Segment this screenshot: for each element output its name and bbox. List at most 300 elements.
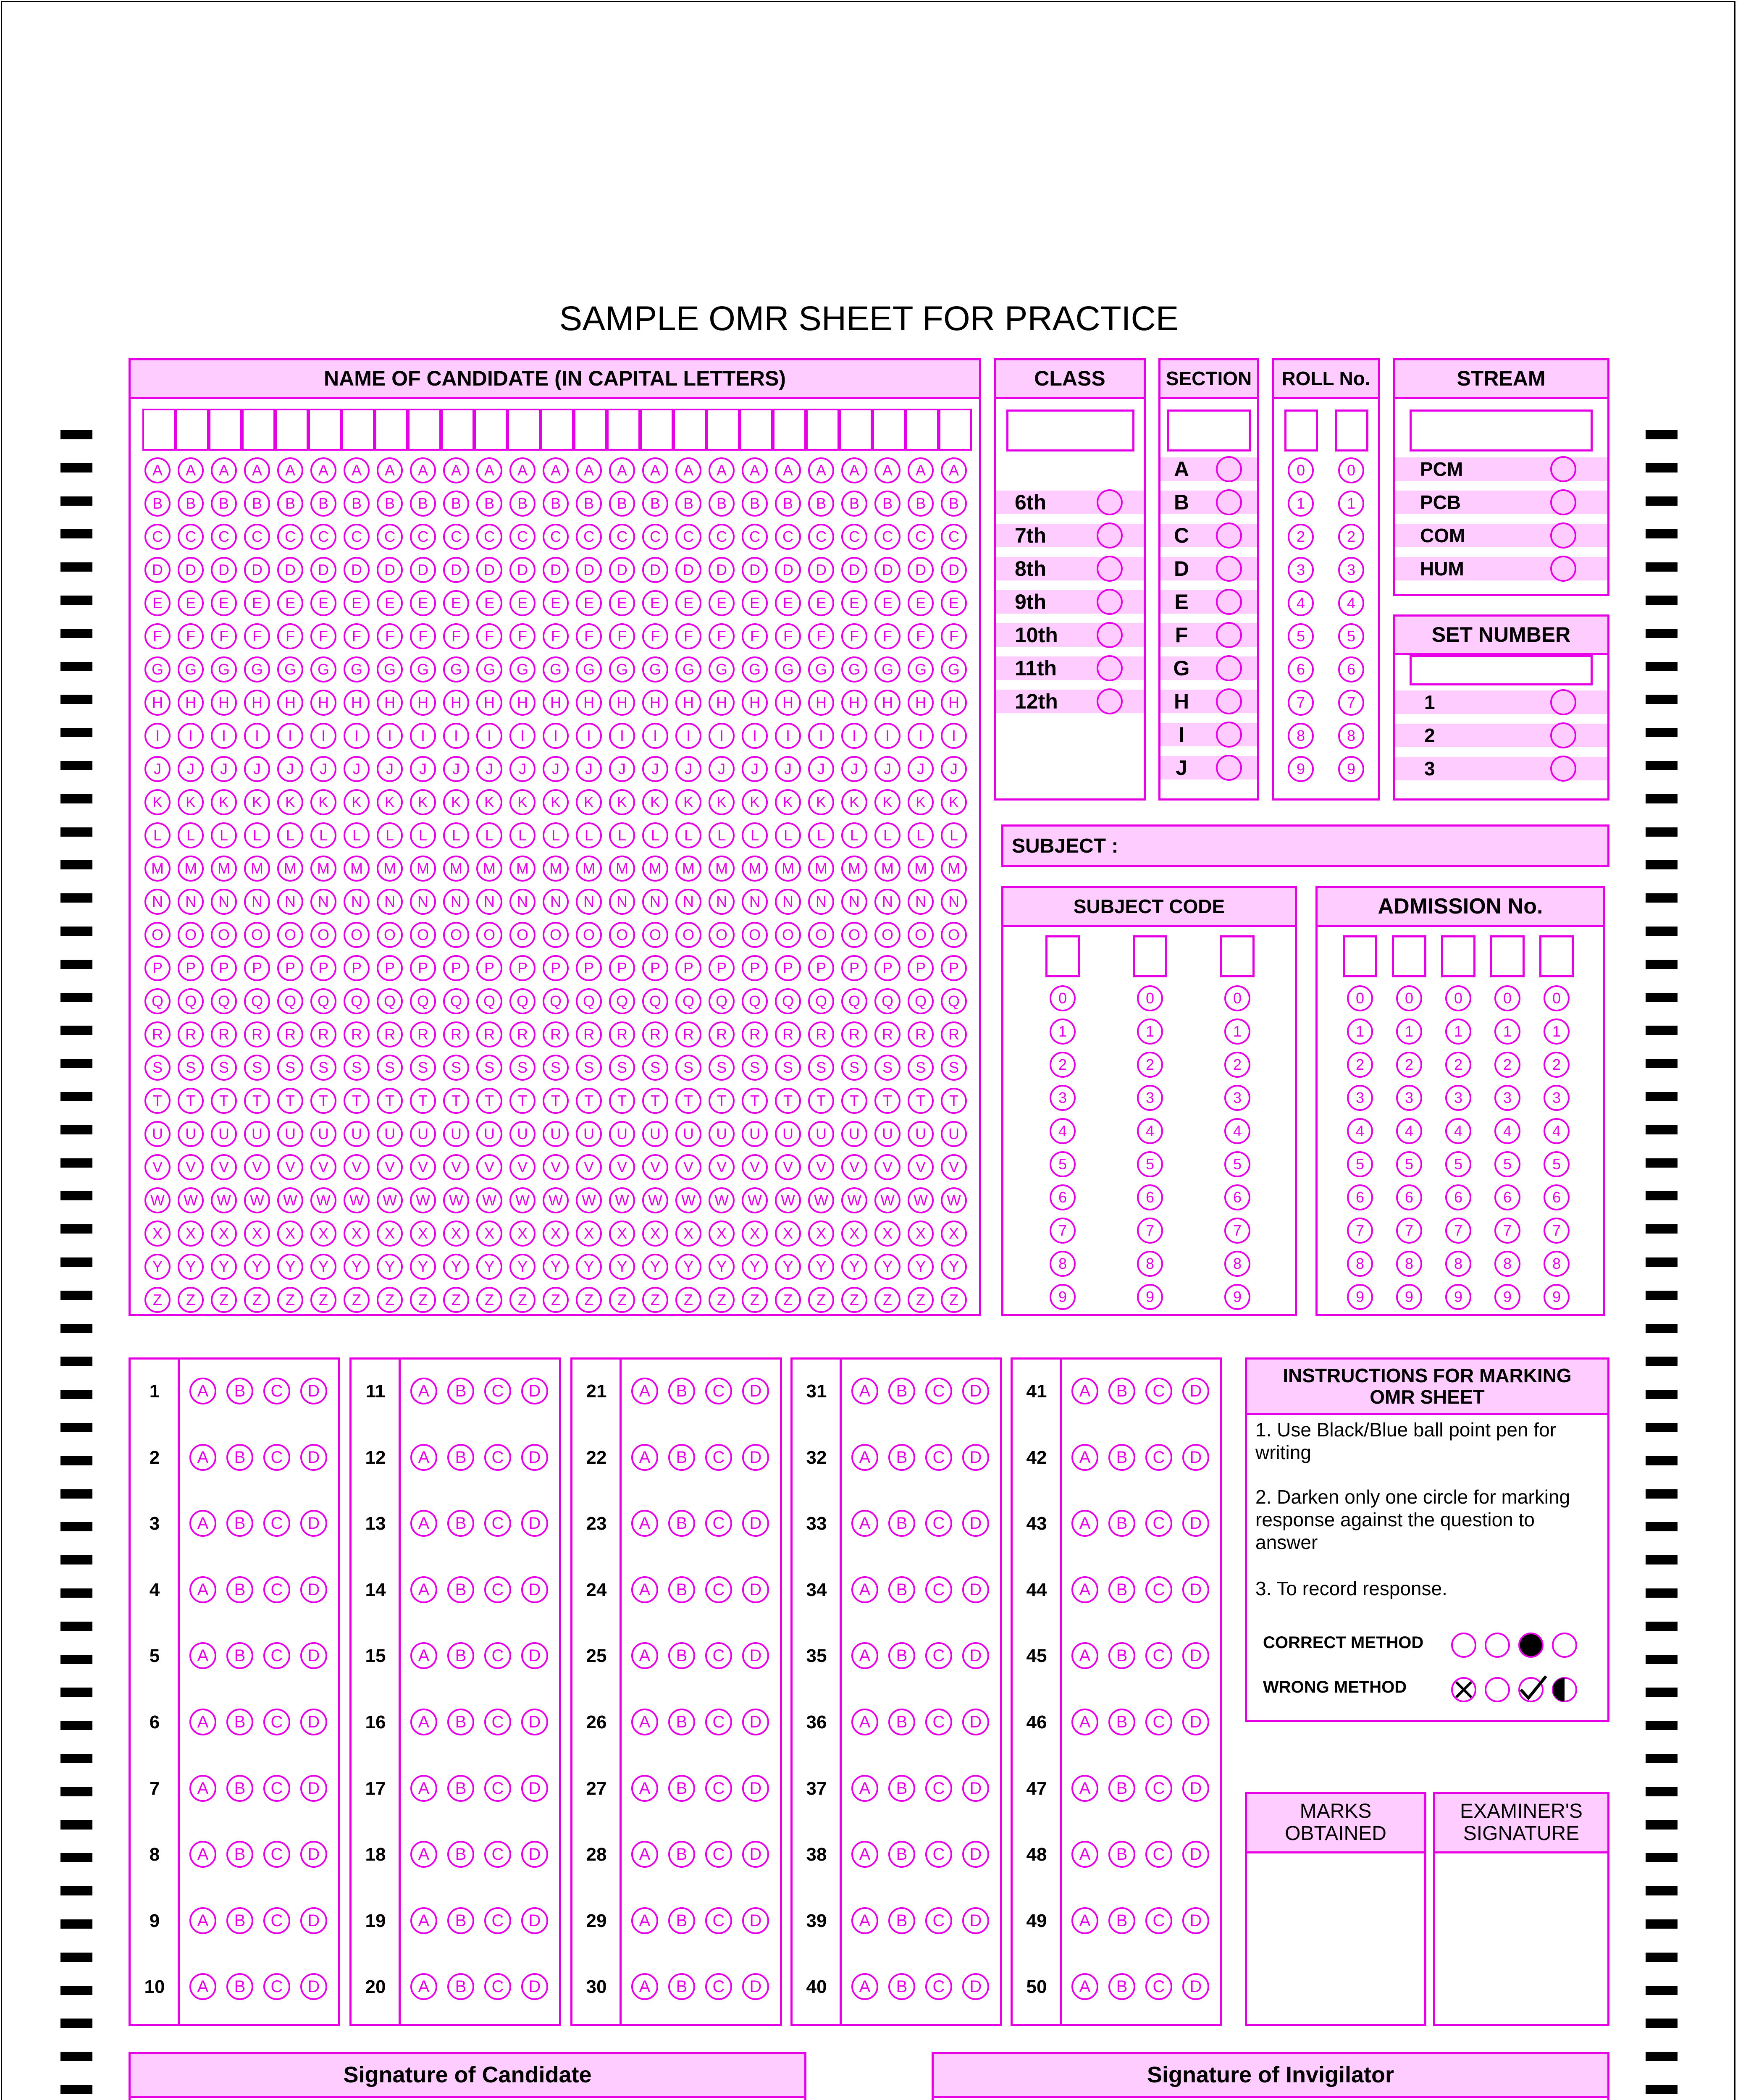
roll-digit-bubble[interactable]: 3 bbox=[1288, 557, 1314, 583]
name-bubble[interactable]: X bbox=[874, 1221, 901, 1247]
admission-bubble[interactable]: 1 bbox=[1396, 1018, 1422, 1045]
name-bubble[interactable]: W bbox=[908, 1187, 934, 1213]
name-bubble[interactable]: N bbox=[543, 889, 569, 915]
name-bubble[interactable]: U bbox=[211, 1121, 237, 1147]
name-bubble[interactable]: K bbox=[675, 789, 701, 815]
name-bubble[interactable]: J bbox=[543, 756, 569, 782]
name-bubble[interactable]: W bbox=[709, 1187, 735, 1213]
answer-bubble[interactable]: A bbox=[410, 1709, 437, 1735]
name-bubble[interactable]: Y bbox=[344, 1254, 370, 1280]
admission-bubble[interactable]: 9 bbox=[1494, 1284, 1520, 1310]
name-bubble[interactable]: X bbox=[675, 1221, 701, 1247]
name-bubble[interactable]: X bbox=[410, 1221, 436, 1247]
name-bubble[interactable]: S bbox=[675, 1055, 701, 1081]
name-bubble[interactable]: Y bbox=[377, 1254, 403, 1280]
name-bubble[interactable]: R bbox=[874, 1021, 901, 1047]
name-bubble[interactable]: G bbox=[675, 656, 701, 682]
subject-code-write-box[interactable] bbox=[1220, 935, 1255, 977]
name-bubble[interactable]: J bbox=[443, 756, 469, 782]
name-bubble[interactable]: X bbox=[144, 1221, 171, 1247]
admission-bubble[interactable]: 5 bbox=[1494, 1151, 1520, 1177]
name-bubble[interactable]: H bbox=[443, 690, 469, 716]
name-bubble[interactable]: B bbox=[709, 491, 735, 517]
name-bubble[interactable]: I bbox=[277, 723, 303, 749]
name-bubble[interactable]: M bbox=[443, 856, 469, 882]
admission-bubble[interactable]: 4 bbox=[1445, 1118, 1471, 1144]
class-option-bubble[interactable] bbox=[1097, 556, 1123, 582]
name-bubble[interactable]: X bbox=[509, 1221, 536, 1247]
answer-bubble[interactable]: B bbox=[1108, 1709, 1135, 1735]
name-bubble[interactable]: D bbox=[377, 557, 403, 583]
name-bubble[interactable]: O bbox=[808, 922, 834, 948]
admission-bubble[interactable]: 6 bbox=[1445, 1184, 1471, 1210]
admission-write-box[interactable] bbox=[1441, 935, 1475, 977]
roll-digit-bubble[interactable]: 4 bbox=[1338, 590, 1364, 616]
name-bubble[interactable]: Y bbox=[841, 1254, 867, 1280]
name-bubble[interactable]: B bbox=[742, 491, 768, 517]
name-bubble[interactable]: U bbox=[410, 1121, 436, 1147]
name-bubble[interactable]: S bbox=[642, 1055, 668, 1081]
answer-bubble[interactable]: D bbox=[742, 1510, 769, 1537]
name-bubble[interactable]: O bbox=[277, 922, 303, 948]
name-bubble[interactable]: W bbox=[310, 1187, 336, 1213]
answer-bubble[interactable]: D bbox=[300, 1841, 327, 1868]
name-bubble[interactable]: X bbox=[709, 1221, 735, 1247]
section-option-bubble[interactable] bbox=[1216, 556, 1242, 582]
subject-code-bubble[interactable]: 4 bbox=[1224, 1118, 1250, 1144]
name-bubble[interactable]: Y bbox=[211, 1254, 237, 1280]
name-bubble[interactable]: C bbox=[576, 524, 602, 550]
answer-bubble[interactable]: D bbox=[962, 1510, 989, 1537]
answer-bubble[interactable]: B bbox=[668, 1709, 695, 1735]
name-bubble[interactable]: E bbox=[808, 590, 834, 616]
name-bubble[interactable]: U bbox=[874, 1121, 901, 1147]
name-bubble[interactable]: P bbox=[775, 955, 801, 981]
name-bubble[interactable]: U bbox=[642, 1121, 668, 1147]
name-bubble[interactable]: Q bbox=[576, 988, 602, 1014]
name-bubble[interactable]: Y bbox=[576, 1254, 602, 1280]
name-bubble[interactable]: T bbox=[310, 1088, 336, 1114]
name-bubble[interactable]: Q bbox=[344, 988, 370, 1014]
name-letter-write-box[interactable] bbox=[806, 409, 839, 451]
name-bubble[interactable]: U bbox=[775, 1121, 801, 1147]
answer-bubble[interactable]: C bbox=[705, 1444, 732, 1471]
name-bubble[interactable]: W bbox=[941, 1187, 967, 1213]
name-bubble[interactable]: Y bbox=[543, 1254, 569, 1280]
answer-bubble[interactable]: A bbox=[1071, 1709, 1098, 1735]
name-bubble[interactable]: G bbox=[576, 656, 602, 682]
name-bubble[interactable]: V bbox=[410, 1154, 436, 1180]
name-bubble[interactable]: K bbox=[808, 789, 834, 815]
name-bubble[interactable]: J bbox=[841, 756, 867, 782]
name-bubble[interactable]: M bbox=[642, 856, 668, 882]
answer-bubble[interactable]: C bbox=[925, 1841, 952, 1868]
name-bubble[interactable]: P bbox=[609, 955, 635, 981]
name-bubble[interactable]: W bbox=[211, 1187, 237, 1213]
answer-bubble[interactable]: A bbox=[631, 1642, 658, 1669]
name-bubble[interactable]: S bbox=[775, 1055, 801, 1081]
subject-code-bubble[interactable]: 3 bbox=[1224, 1085, 1250, 1111]
roll-digit-bubble[interactable]: 0 bbox=[1338, 457, 1364, 483]
name-bubble[interactable]: E bbox=[874, 590, 901, 616]
answer-bubble[interactable]: C bbox=[1145, 1841, 1172, 1868]
admission-bubble[interactable]: 8 bbox=[1544, 1251, 1570, 1277]
name-bubble[interactable]: H bbox=[476, 690, 502, 716]
answer-bubble[interactable]: C bbox=[484, 1973, 511, 2000]
name-bubble[interactable]: N bbox=[709, 889, 735, 915]
name-bubble[interactable]: C bbox=[543, 524, 569, 550]
name-bubble[interactable]: T bbox=[443, 1088, 469, 1114]
name-bubble[interactable]: B bbox=[344, 491, 370, 517]
name-bubble[interactable]: D bbox=[509, 557, 536, 583]
admission-bubble[interactable]: 9 bbox=[1544, 1284, 1570, 1310]
name-bubble[interactable]: N bbox=[410, 889, 436, 915]
name-bubble[interactable]: I bbox=[211, 723, 237, 749]
subject-code-bubble[interactable]: 6 bbox=[1224, 1184, 1250, 1210]
name-bubble[interactable]: M bbox=[410, 856, 436, 882]
name-bubble[interactable]: V bbox=[543, 1154, 569, 1180]
answer-bubble[interactable]: A bbox=[410, 1775, 437, 1802]
name-bubble[interactable]: P bbox=[509, 955, 536, 981]
name-bubble[interactable]: X bbox=[609, 1221, 635, 1247]
name-bubble[interactable]: P bbox=[144, 955, 171, 981]
answer-bubble[interactable]: D bbox=[742, 1378, 769, 1404]
name-bubble[interactable]: A bbox=[874, 457, 901, 483]
name-bubble[interactable]: D bbox=[576, 557, 602, 583]
answer-bubble[interactable]: C bbox=[705, 1378, 732, 1404]
name-bubble[interactable]: G bbox=[244, 656, 270, 682]
name-bubble[interactable]: R bbox=[211, 1021, 237, 1047]
name-bubble[interactable]: A bbox=[576, 457, 602, 483]
name-bubble[interactable]: X bbox=[543, 1221, 569, 1247]
answer-bubble[interactable]: C bbox=[484, 1642, 511, 1669]
name-bubble[interactable]: Y bbox=[941, 1254, 967, 1280]
name-bubble[interactable]: V bbox=[941, 1154, 967, 1180]
name-bubble[interactable]: Y bbox=[178, 1254, 204, 1280]
answer-bubble[interactable]: A bbox=[1071, 1510, 1098, 1537]
name-letter-write-box[interactable] bbox=[740, 409, 773, 451]
answer-bubble[interactable]: C bbox=[484, 1576, 511, 1603]
subject-code-bubble[interactable]: 9 bbox=[1050, 1284, 1076, 1310]
name-bubble[interactable]: A bbox=[244, 457, 270, 483]
section-option-bubble[interactable] bbox=[1216, 489, 1242, 515]
admission-bubble[interactable]: 4 bbox=[1544, 1118, 1570, 1144]
answer-bubble[interactable]: A bbox=[1071, 1378, 1098, 1404]
admission-bubble[interactable]: 2 bbox=[1445, 1052, 1471, 1078]
name-bubble[interactable]: T bbox=[576, 1088, 602, 1114]
name-bubble[interactable]: K bbox=[742, 789, 768, 815]
name-bubble[interactable]: B bbox=[310, 491, 336, 517]
name-bubble[interactable]: T bbox=[410, 1088, 436, 1114]
answer-bubble[interactable]: C bbox=[705, 1709, 732, 1735]
answer-bubble[interactable]: B bbox=[668, 1378, 695, 1404]
name-bubble[interactable]: D bbox=[941, 557, 967, 583]
subject-code-bubble[interactable]: 0 bbox=[1137, 985, 1163, 1011]
answer-bubble[interactable]: D bbox=[1182, 1907, 1209, 1934]
admission-write-box[interactable] bbox=[1343, 935, 1377, 977]
name-bubble[interactable]: O bbox=[410, 922, 436, 948]
name-bubble[interactable]: P bbox=[443, 955, 469, 981]
answer-bubble[interactable]: A bbox=[631, 1907, 658, 1934]
section-option-bubble[interactable] bbox=[1216, 688, 1242, 714]
answer-bubble[interactable]: D bbox=[300, 1576, 327, 1603]
name-bubble[interactable]: I bbox=[178, 723, 204, 749]
name-bubble[interactable]: M bbox=[543, 856, 569, 882]
name-bubble[interactable]: B bbox=[244, 491, 270, 517]
answer-bubble[interactable]: D bbox=[1182, 1510, 1209, 1537]
name-bubble[interactable]: U bbox=[443, 1121, 469, 1147]
name-bubble[interactable]: I bbox=[476, 723, 502, 749]
name-bubble[interactable]: E bbox=[642, 590, 668, 616]
name-bubble[interactable]: X bbox=[178, 1221, 204, 1247]
admission-bubble[interactable]: 1 bbox=[1544, 1018, 1570, 1045]
admission-bubble[interactable]: 1 bbox=[1494, 1018, 1520, 1045]
name-letter-write-box[interactable] bbox=[341, 409, 375, 451]
answer-bubble[interactable]: A bbox=[851, 1709, 878, 1735]
name-bubble[interactable]: D bbox=[443, 557, 469, 583]
name-bubble[interactable]: S bbox=[509, 1055, 536, 1081]
name-bubble[interactable]: T bbox=[874, 1088, 901, 1114]
answer-bubble[interactable]: A bbox=[410, 1378, 437, 1404]
name-bubble[interactable]: L bbox=[874, 822, 901, 848]
name-bubble[interactable]: T bbox=[709, 1088, 735, 1114]
name-bubble[interactable]: Q bbox=[609, 988, 635, 1014]
name-bubble[interactable]: K bbox=[576, 789, 602, 815]
answer-bubble[interactable]: C bbox=[484, 1775, 511, 1802]
name-bubble[interactable]: Q bbox=[742, 988, 768, 1014]
name-bubble[interactable]: L bbox=[476, 822, 502, 848]
answer-bubble[interactable]: B bbox=[888, 1709, 915, 1735]
name-bubble[interactable]: L bbox=[244, 822, 270, 848]
name-bubble[interactable]: G bbox=[377, 656, 403, 682]
name-bubble[interactable]: W bbox=[675, 1187, 701, 1213]
name-bubble[interactable]: T bbox=[775, 1088, 801, 1114]
name-bubble[interactable]: P bbox=[178, 955, 204, 981]
name-bubble[interactable]: E bbox=[709, 590, 735, 616]
name-bubble[interactable]: D bbox=[709, 557, 735, 583]
name-bubble[interactable]: B bbox=[642, 491, 668, 517]
name-bubble[interactable]: P bbox=[543, 955, 569, 981]
name-bubble[interactable]: J bbox=[642, 756, 668, 782]
name-bubble[interactable]: A bbox=[709, 457, 735, 483]
name-bubble[interactable]: E bbox=[941, 590, 967, 616]
name-bubble[interactable]: L bbox=[742, 822, 768, 848]
answer-bubble[interactable]: C bbox=[925, 1907, 952, 1934]
answer-bubble[interactable]: C bbox=[484, 1907, 511, 1934]
name-bubble[interactable]: B bbox=[509, 491, 536, 517]
name-bubble[interactable]: J bbox=[576, 756, 602, 782]
name-bubble[interactable]: K bbox=[344, 789, 370, 815]
admission-bubble[interactable]: 1 bbox=[1347, 1018, 1373, 1045]
answer-bubble[interactable]: B bbox=[888, 1642, 915, 1669]
name-bubble[interactable]: F bbox=[277, 623, 303, 649]
name-bubble[interactable]: A bbox=[144, 457, 171, 483]
subject-code-bubble[interactable]: 7 bbox=[1224, 1218, 1250, 1244]
admission-bubble[interactable]: 8 bbox=[1494, 1251, 1520, 1277]
name-bubble[interactable]: B bbox=[941, 491, 967, 517]
name-bubble[interactable]: N bbox=[310, 889, 336, 915]
answer-bubble[interactable]: D bbox=[1182, 1378, 1209, 1404]
name-letter-write-box[interactable] bbox=[408, 409, 441, 451]
answer-bubble[interactable]: C bbox=[1145, 1973, 1172, 2000]
answer-bubble[interactable]: B bbox=[888, 1841, 915, 1868]
name-bubble[interactable]: Z bbox=[178, 1287, 204, 1313]
name-bubble[interactable]: Z bbox=[675, 1287, 701, 1313]
name-bubble[interactable]: J bbox=[377, 756, 403, 782]
name-bubble[interactable]: O bbox=[178, 922, 204, 948]
name-bubble[interactable]: A bbox=[310, 457, 336, 483]
answer-bubble[interactable]: C bbox=[1145, 1642, 1172, 1669]
answer-bubble[interactable]: A bbox=[851, 1973, 878, 2000]
answer-bubble[interactable]: C bbox=[925, 1642, 952, 1669]
name-bubble[interactable]: S bbox=[410, 1055, 436, 1081]
name-bubble[interactable]: E bbox=[178, 590, 204, 616]
name-bubble[interactable]: Q bbox=[675, 988, 701, 1014]
name-bubble[interactable]: V bbox=[642, 1154, 668, 1180]
name-bubble[interactable]: Q bbox=[476, 988, 502, 1014]
name-bubble[interactable]: O bbox=[443, 922, 469, 948]
name-bubble[interactable]: I bbox=[543, 723, 569, 749]
name-bubble[interactable]: A bbox=[509, 457, 536, 483]
name-bubble[interactable]: L bbox=[808, 822, 834, 848]
name-bubble[interactable]: R bbox=[941, 1021, 967, 1047]
answer-bubble[interactable]: B bbox=[447, 1907, 474, 1934]
name-bubble[interactable]: N bbox=[344, 889, 370, 915]
name-bubble[interactable]: F bbox=[410, 623, 436, 649]
name-bubble[interactable]: F bbox=[808, 623, 834, 649]
answer-bubble[interactable]: A bbox=[631, 1973, 658, 2000]
name-bubble[interactable]: F bbox=[642, 623, 668, 649]
name-bubble[interactable]: I bbox=[310, 723, 336, 749]
name-bubble[interactable]: M bbox=[244, 856, 270, 882]
section-option-bubble[interactable] bbox=[1216, 655, 1242, 681]
name-bubble[interactable]: N bbox=[908, 889, 934, 915]
answer-bubble[interactable]: D bbox=[1182, 1576, 1209, 1603]
name-bubble[interactable]: H bbox=[841, 690, 867, 716]
name-bubble[interactable]: T bbox=[543, 1088, 569, 1114]
name-bubble[interactable]: C bbox=[841, 524, 867, 550]
name-bubble[interactable]: H bbox=[742, 690, 768, 716]
roll-digit-bubble[interactable]: 6 bbox=[1288, 656, 1314, 682]
name-bubble[interactable]: V bbox=[476, 1154, 502, 1180]
answer-bubble[interactable]: A bbox=[189, 1642, 216, 1669]
name-bubble[interactable]: U bbox=[476, 1121, 502, 1147]
answer-bubble[interactable]: D bbox=[962, 1378, 989, 1404]
answer-bubble[interactable]: C bbox=[484, 1510, 511, 1537]
name-bubble[interactable]: T bbox=[941, 1088, 967, 1114]
answer-bubble[interactable]: B bbox=[226, 1510, 253, 1537]
name-bubble[interactable]: R bbox=[709, 1021, 735, 1047]
name-bubble[interactable]: K bbox=[509, 789, 536, 815]
name-bubble[interactable]: J bbox=[476, 756, 502, 782]
name-bubble[interactable]: G bbox=[543, 656, 569, 682]
subject-code-bubble[interactable]: 5 bbox=[1050, 1151, 1076, 1177]
name-bubble[interactable]: E bbox=[144, 590, 171, 616]
name-bubble[interactable]: Q bbox=[178, 988, 204, 1014]
name-bubble[interactable]: D bbox=[609, 557, 635, 583]
name-letter-write-box[interactable] bbox=[176, 409, 209, 451]
subject-code-bubble[interactable]: 8 bbox=[1224, 1251, 1250, 1277]
name-bubble[interactable]: L bbox=[344, 822, 370, 848]
name-letter-write-box[interactable] bbox=[375, 409, 408, 451]
name-bubble[interactable]: Y bbox=[874, 1254, 901, 1280]
answer-bubble[interactable]: C bbox=[263, 1642, 290, 1669]
subject-code-bubble[interactable]: 7 bbox=[1050, 1218, 1076, 1244]
name-bubble[interactable]: B bbox=[211, 491, 237, 517]
name-bubble[interactable]: G bbox=[609, 656, 635, 682]
answer-bubble[interactable]: C bbox=[705, 1775, 732, 1802]
name-bubble[interactable]: H bbox=[908, 690, 934, 716]
name-bubble[interactable]: O bbox=[509, 922, 536, 948]
name-bubble[interactable]: G bbox=[642, 656, 668, 682]
class-write-box[interactable] bbox=[1006, 410, 1134, 452]
name-bubble[interactable]: F bbox=[941, 623, 967, 649]
name-bubble[interactable]: Y bbox=[742, 1254, 768, 1280]
name-bubble[interactable]: M bbox=[211, 856, 237, 882]
name-bubble[interactable]: Z bbox=[576, 1287, 602, 1313]
name-bubble[interactable]: D bbox=[244, 557, 270, 583]
name-bubble[interactable]: U bbox=[675, 1121, 701, 1147]
subject-code-bubble[interactable]: 4 bbox=[1050, 1118, 1076, 1144]
name-bubble[interactable]: M bbox=[874, 856, 901, 882]
name-bubble[interactable]: T bbox=[841, 1088, 867, 1114]
answer-bubble[interactable]: A bbox=[189, 1378, 216, 1404]
answer-bubble[interactable]: B bbox=[668, 1907, 695, 1934]
name-bubble[interactable]: I bbox=[709, 723, 735, 749]
name-bubble[interactable]: A bbox=[476, 457, 502, 483]
answer-bubble[interactable]: A bbox=[631, 1510, 658, 1537]
name-bubble[interactable]: A bbox=[808, 457, 834, 483]
roll-digit-bubble[interactable]: 7 bbox=[1288, 690, 1314, 716]
answer-bubble[interactable]: A bbox=[189, 1775, 216, 1802]
name-letter-write-box[interactable] bbox=[939, 409, 972, 451]
answer-bubble[interactable]: C bbox=[484, 1841, 511, 1868]
examiner-signature-box[interactable] bbox=[1433, 1792, 1609, 2026]
stream-write-box[interactable] bbox=[1410, 410, 1593, 452]
answer-bubble[interactable]: D bbox=[962, 1444, 989, 1471]
name-bubble[interactable]: W bbox=[178, 1187, 204, 1213]
name-bubble[interactable]: F bbox=[344, 623, 370, 649]
answer-bubble[interactable]: C bbox=[705, 1576, 732, 1603]
name-bubble[interactable]: Z bbox=[808, 1287, 834, 1313]
name-bubble[interactable]: P bbox=[211, 955, 237, 981]
name-bubble[interactable]: E bbox=[543, 590, 569, 616]
answer-bubble[interactable]: A bbox=[1071, 1775, 1098, 1802]
admission-write-box[interactable] bbox=[1392, 935, 1426, 977]
name-bubble[interactable]: O bbox=[908, 922, 934, 948]
answer-bubble[interactable]: D bbox=[1182, 1775, 1209, 1802]
subject-code-write-box[interactable] bbox=[1045, 935, 1080, 977]
name-bubble[interactable]: B bbox=[178, 491, 204, 517]
name-bubble[interactable]: L bbox=[543, 822, 569, 848]
name-bubble[interactable]: R bbox=[642, 1021, 668, 1047]
name-bubble[interactable]: J bbox=[344, 756, 370, 782]
answer-bubble[interactable]: D bbox=[300, 1444, 327, 1471]
name-bubble[interactable]: W bbox=[775, 1187, 801, 1213]
name-bubble[interactable]: I bbox=[642, 723, 668, 749]
subject-code-bubble[interactable]: 1 bbox=[1137, 1018, 1163, 1045]
name-bubble[interactable]: E bbox=[509, 590, 536, 616]
name-bubble[interactable]: T bbox=[609, 1088, 635, 1114]
subject-code-bubble[interactable]: 6 bbox=[1050, 1184, 1076, 1210]
answer-bubble[interactable]: D bbox=[1182, 1642, 1209, 1669]
name-bubble[interactable]: T bbox=[742, 1088, 768, 1114]
name-bubble[interactable]: G bbox=[775, 656, 801, 682]
name-bubble[interactable]: N bbox=[443, 889, 469, 915]
name-bubble[interactable]: R bbox=[742, 1021, 768, 1047]
name-bubble[interactable]: M bbox=[742, 856, 768, 882]
name-bubble[interactable]: B bbox=[775, 491, 801, 517]
